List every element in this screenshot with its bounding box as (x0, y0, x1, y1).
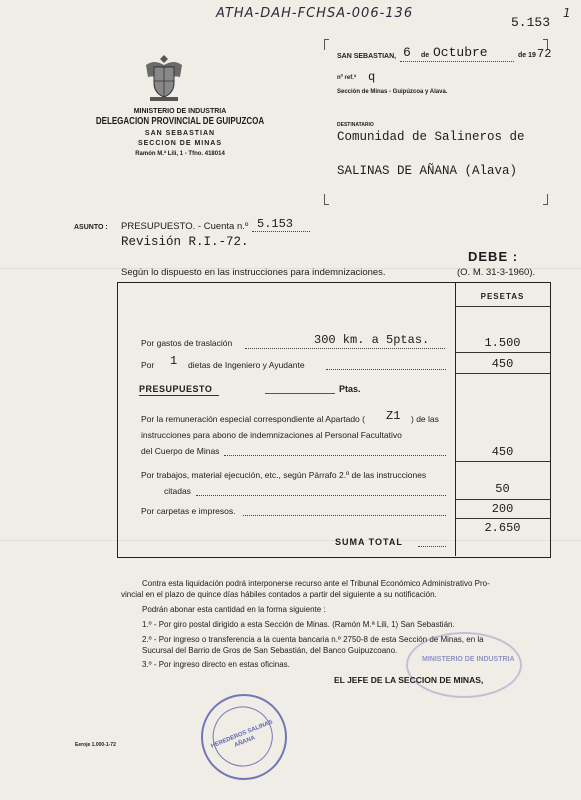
date-de: de (421, 52, 430, 59)
recipient-name: Comunidad de Salineros de (337, 130, 525, 144)
corner-number: 1 (563, 6, 571, 20)
ministry-stamp (406, 632, 522, 698)
date-dotted-line (400, 61, 514, 62)
row-rule (455, 461, 550, 462)
subject-account-number: 5.153 (257, 217, 294, 231)
document-number: 5.153 (511, 15, 551, 30)
salinas-stamp-text: HEREDEROS SALINAS AÑANA (210, 719, 274, 750)
row-rule (455, 352, 550, 353)
travel-amount: 1.500 (484, 336, 521, 350)
ref-section: Sección de Minas - Guipúzcoa y Alava. (337, 89, 448, 95)
row-rule (455, 518, 550, 519)
materials-dotted-line (196, 495, 446, 496)
ref-label: nº ref.ª (337, 75, 357, 81)
ptas-label: Ptas. (339, 384, 361, 394)
materials-text-line2: citadas (164, 486, 191, 496)
payment-intro: Podrán abonar esta cantidad en la forma siguiente : (142, 605, 326, 614)
remuneration-apartado: Z1 (386, 409, 401, 423)
folders-label: Por carpetas e impresos. (141, 506, 236, 516)
ministry-stamp-text: MINISTERIO DE INDUSTRIA (422, 656, 515, 663)
address-window-corner (324, 194, 329, 205)
subject-label: ASUNTO : (74, 224, 108, 231)
row-rule (455, 499, 550, 500)
allowance-por: Por (141, 360, 155, 370)
debe-title: DEBE : (468, 249, 519, 264)
subject-text: PRESUPUESTO. - Cuenta n.º (121, 221, 249, 232)
ministerial-order: (O. M. 31-3-1960). (457, 267, 536, 278)
remuneration-amount: 450 (491, 445, 514, 459)
total-amount: 2.650 (484, 521, 521, 535)
remuneration-dotted-line (224, 455, 446, 456)
recipient-town: SALINAS DE AÑANA (Alava) (337, 164, 518, 178)
payment-option-2-line1: 2.º - Por ingreso o transferencia a la cuenta bancaria n.º 2750-8 de esta Sección de Minas, en la (142, 635, 484, 644)
ref-value: q (368, 70, 376, 84)
row-rule (455, 373, 550, 374)
delegation-name: DELEGACION PROVINCIAL DE GUIPUZCOA (95, 116, 265, 127)
total-label: SUMA TOTAL (335, 537, 403, 547)
signature-title: EL JEFE DE LA SECCION DE MINAS, (334, 675, 484, 685)
presupuesto-label: PRESUPUESTO (139, 384, 213, 394)
recipient-label: DESTINATARIO (337, 122, 374, 128)
address-window-corner (324, 39, 329, 50)
allowance-count: 1 (170, 354, 178, 368)
city-name: SAN SEBASTIAN (144, 130, 216, 137)
appeal-text-line2: vincial en el plazo de quince días hábiles contados a partir del siguiente a su notificación. (121, 590, 437, 599)
ministry-name: MINISTERIO DE INDUSTRIA (133, 108, 227, 115)
travel-expenses-label: Por gastos de traslación (141, 338, 233, 348)
table-header-rule (455, 306, 550, 307)
intro-text: Según lo dispuesto en las instrucciones para indemnizaciones. (121, 267, 386, 278)
remuneration-text-line3: del Cuerpo de Minas (141, 446, 220, 456)
subject-revision: Revisión R.I.-72. (121, 235, 249, 249)
payment-option-2-line2: Sucursal del Barrio de Gros de San Sebastián, del Banco Guipuzcoano. (142, 646, 398, 655)
presupuesto-underline (139, 395, 219, 396)
payment-option-3: 3.º - Por ingreso directo en estas oficinas. (142, 660, 290, 669)
section-name: SECCION DE MINAS (137, 140, 223, 147)
travel-dotted-line (245, 348, 445, 349)
allowance-dotted-line (326, 369, 446, 370)
allowance-label: dietas de Ingeniero y Ayudante (188, 360, 305, 370)
address-window-corner (543, 194, 548, 205)
appeal-text-line1: Contra esta liquidación podrá interponerse recurso ante el Tribunal Económico Administrativo Pro- (142, 579, 490, 588)
date-city: SAN SEBASTIAN, (337, 53, 397, 60)
pesetas-header: PESETAS (480, 292, 525, 301)
travel-distance-entry: 300 km. a 5ptas. (314, 333, 430, 347)
coat-of-arms-icon (142, 53, 186, 103)
allowance-amount: 450 (491, 357, 514, 371)
payment-option-1: 1.º - Por giro postal dirigido a esta Sección de Minas. (Ramón M.ª Lili, 1) San Sebastián. (142, 620, 455, 629)
materials-amount: 50 (495, 482, 510, 496)
archive-reference: ATHA-DAH-FCHSA-006-136 (216, 6, 414, 21)
presupuesto-blank-line (265, 393, 335, 394)
subject-dotted-line (252, 231, 310, 232)
salinas-stamp (188, 681, 300, 793)
remuneration-text-line1: Por la remuneración especial correspondiente al Apartado ( (141, 414, 365, 424)
remuneration-text-line1-end: ) de las (411, 414, 439, 424)
print-reference: Eeroje 1.000-1-72 (75, 742, 116, 748)
date-day: 6 (403, 45, 411, 60)
remuneration-text-line2: instrucciones para abono de indemnizaciones al Personal Facultativo (141, 430, 402, 440)
folders-dotted-line (243, 515, 446, 516)
materials-text-line1: Por trabajos, material ejecución, etc., según Párrafo 2.º de las instrucciones (141, 470, 427, 480)
office-address: Ramón M.ª Lili, 1 - Tfno. 418014 (135, 151, 225, 157)
date-year-prefix: de 19 (518, 52, 536, 59)
date-year: 72 (537, 47, 552, 61)
folders-amount: 200 (491, 502, 514, 516)
total-dotted-line (418, 546, 446, 547)
date-month: Octubre (433, 45, 488, 60)
